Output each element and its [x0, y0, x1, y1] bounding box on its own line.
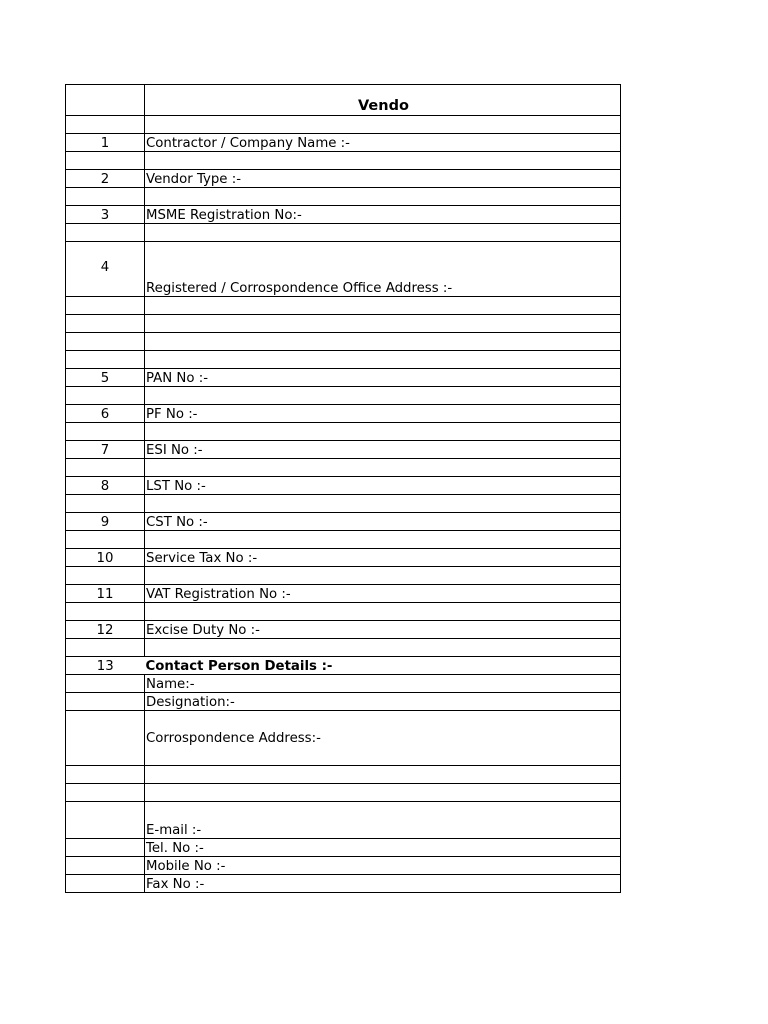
- empty-cell: [66, 567, 145, 585]
- empty-cell: [66, 387, 145, 405]
- empty-cell: [66, 639, 145, 657]
- empty-cell: [145, 351, 621, 369]
- field-row-9: [66, 513, 621, 531]
- empty-cell: [145, 297, 621, 315]
- contact-label-email: E-mail :-: [145, 802, 621, 839]
- empty-cell: [66, 188, 145, 206]
- empty-cell: [66, 784, 145, 802]
- spacer-row: [66, 603, 621, 621]
- empty-cell: [66, 693, 145, 711]
- empty-cell: [66, 152, 145, 170]
- empty-cell: [66, 766, 145, 784]
- spacer-row: [66, 387, 621, 405]
- field-num-3: 3: [66, 206, 145, 224]
- empty-cell: [145, 766, 621, 784]
- field-label-pf: PF No :-: [145, 405, 621, 423]
- field-label-pan: PAN No :-: [145, 369, 621, 387]
- field-row-7: [66, 441, 621, 459]
- field-num-9: 9: [66, 513, 145, 531]
- field-row-1: [66, 134, 621, 152]
- field-row-3: [66, 206, 621, 224]
- spacer-row: [66, 495, 621, 513]
- spacer-row: [66, 423, 621, 441]
- field-num-1: 1: [66, 134, 145, 152]
- empty-cell: [145, 423, 621, 441]
- field-row-13: [66, 657, 621, 675]
- empty-cell: [66, 603, 145, 621]
- empty-cell: [145, 333, 621, 351]
- contact-label-mobile: Mobile No :-: [145, 857, 621, 875]
- empty-cell: [66, 333, 145, 351]
- field-row-6: [66, 405, 621, 423]
- field-row-10: [66, 549, 621, 567]
- contact-row-address: [66, 711, 621, 766]
- contact-row-name: [66, 675, 621, 693]
- empty-cell: [145, 495, 621, 513]
- empty-cell: [66, 857, 145, 875]
- empty-cell: [66, 839, 145, 857]
- spacer-row: [66, 459, 621, 477]
- contact-label-designation: Designation:-: [145, 693, 621, 711]
- field-num-5: 5: [66, 369, 145, 387]
- empty-cell: [66, 116, 145, 134]
- header-row: [66, 85, 621, 116]
- empty-cell: [145, 188, 621, 206]
- empty-cell: [145, 152, 621, 170]
- field-label-esi: ESI No :-: [145, 441, 621, 459]
- field-num-2: 2: [66, 170, 145, 188]
- empty-cell: [145, 315, 621, 333]
- field-num-13: 13: [66, 657, 145, 675]
- empty-cell: [66, 531, 145, 549]
- empty-cell: [66, 423, 145, 441]
- empty-cell: [66, 297, 145, 315]
- vendor-form-table: [65, 84, 621, 893]
- spacer-row: [66, 224, 621, 242]
- field-row-4: [66, 242, 621, 297]
- empty-cell: [145, 224, 621, 242]
- contact-row-fax: [66, 875, 621, 893]
- contact-row-designation: [66, 693, 621, 711]
- field-num-8: 8: [66, 477, 145, 495]
- empty-cell: [145, 784, 621, 802]
- empty-cell: [66, 875, 145, 893]
- field-num-6: 6: [66, 405, 145, 423]
- spacer-row: [66, 188, 621, 206]
- field-label-office-address: Registered / Corrospondence Office Address :-: [145, 242, 621, 297]
- empty-cell: [66, 351, 145, 369]
- spacer-row: [66, 152, 621, 170]
- contact-label-fax: Fax No :-: [145, 875, 621, 893]
- empty-cell: [145, 116, 621, 134]
- spacer-row: [66, 116, 621, 134]
- spacer-row: [66, 567, 621, 585]
- spacer-row: [66, 351, 621, 369]
- spacer-row: [66, 766, 621, 784]
- field-num-11: 11: [66, 585, 145, 603]
- spacer-row: [66, 315, 621, 333]
- empty-cell: [66, 495, 145, 513]
- field-num-4: 4: [66, 242, 145, 297]
- empty-cell: [145, 639, 621, 657]
- field-label-msme: MSME Registration No:-: [145, 206, 621, 224]
- vendor-form-sheet: [65, 84, 453, 893]
- contact-label-address: Corrospondence Address:-: [145, 711, 621, 766]
- field-row-2: [66, 170, 621, 188]
- empty-cell: [66, 711, 145, 766]
- field-label-lst: LST No :-: [145, 477, 621, 495]
- field-label-company-name: Contractor / Company Name :-: [145, 134, 621, 152]
- empty-cell: [145, 531, 621, 549]
- field-row-8: [66, 477, 621, 495]
- contact-row-email: [66, 802, 621, 839]
- field-label-excise-duty: Excise Duty No :-: [145, 621, 621, 639]
- field-num-12: 12: [66, 621, 145, 639]
- field-row-11: [66, 585, 621, 603]
- spacer-row: [66, 639, 621, 657]
- field-row-12: [66, 621, 621, 639]
- spacer-row: [66, 531, 621, 549]
- contact-row-tel: [66, 839, 621, 857]
- spacer-row: [66, 297, 621, 315]
- form-title: Vendo: [145, 85, 621, 116]
- empty-cell: [66, 224, 145, 242]
- field-label-vendor-type: Vendor Type :-: [145, 170, 621, 188]
- empty-cell: [66, 459, 145, 477]
- header-num-cell: [66, 85, 145, 116]
- spacer-row: [66, 333, 621, 351]
- empty-cell: [145, 459, 621, 477]
- section-label-contact-person: Contact Person Details :-: [145, 657, 621, 675]
- field-num-10: 10: [66, 549, 145, 567]
- field-label-service-tax: Service Tax No :-: [145, 549, 621, 567]
- contact-label-tel: Tel. No :-: [145, 839, 621, 857]
- field-label-cst: CST No :-: [145, 513, 621, 531]
- field-num-7: 7: [66, 441, 145, 459]
- empty-cell: [66, 675, 145, 693]
- empty-cell: [145, 387, 621, 405]
- empty-cell: [145, 603, 621, 621]
- empty-cell: [66, 315, 145, 333]
- contact-label-name: Name:-: [145, 675, 621, 693]
- field-label-vat: VAT Registration No :-: [145, 585, 621, 603]
- empty-cell: [145, 567, 621, 585]
- contact-row-mobile: [66, 857, 621, 875]
- empty-cell: [66, 802, 145, 839]
- field-row-5: [66, 369, 621, 387]
- spacer-row: [66, 784, 621, 802]
